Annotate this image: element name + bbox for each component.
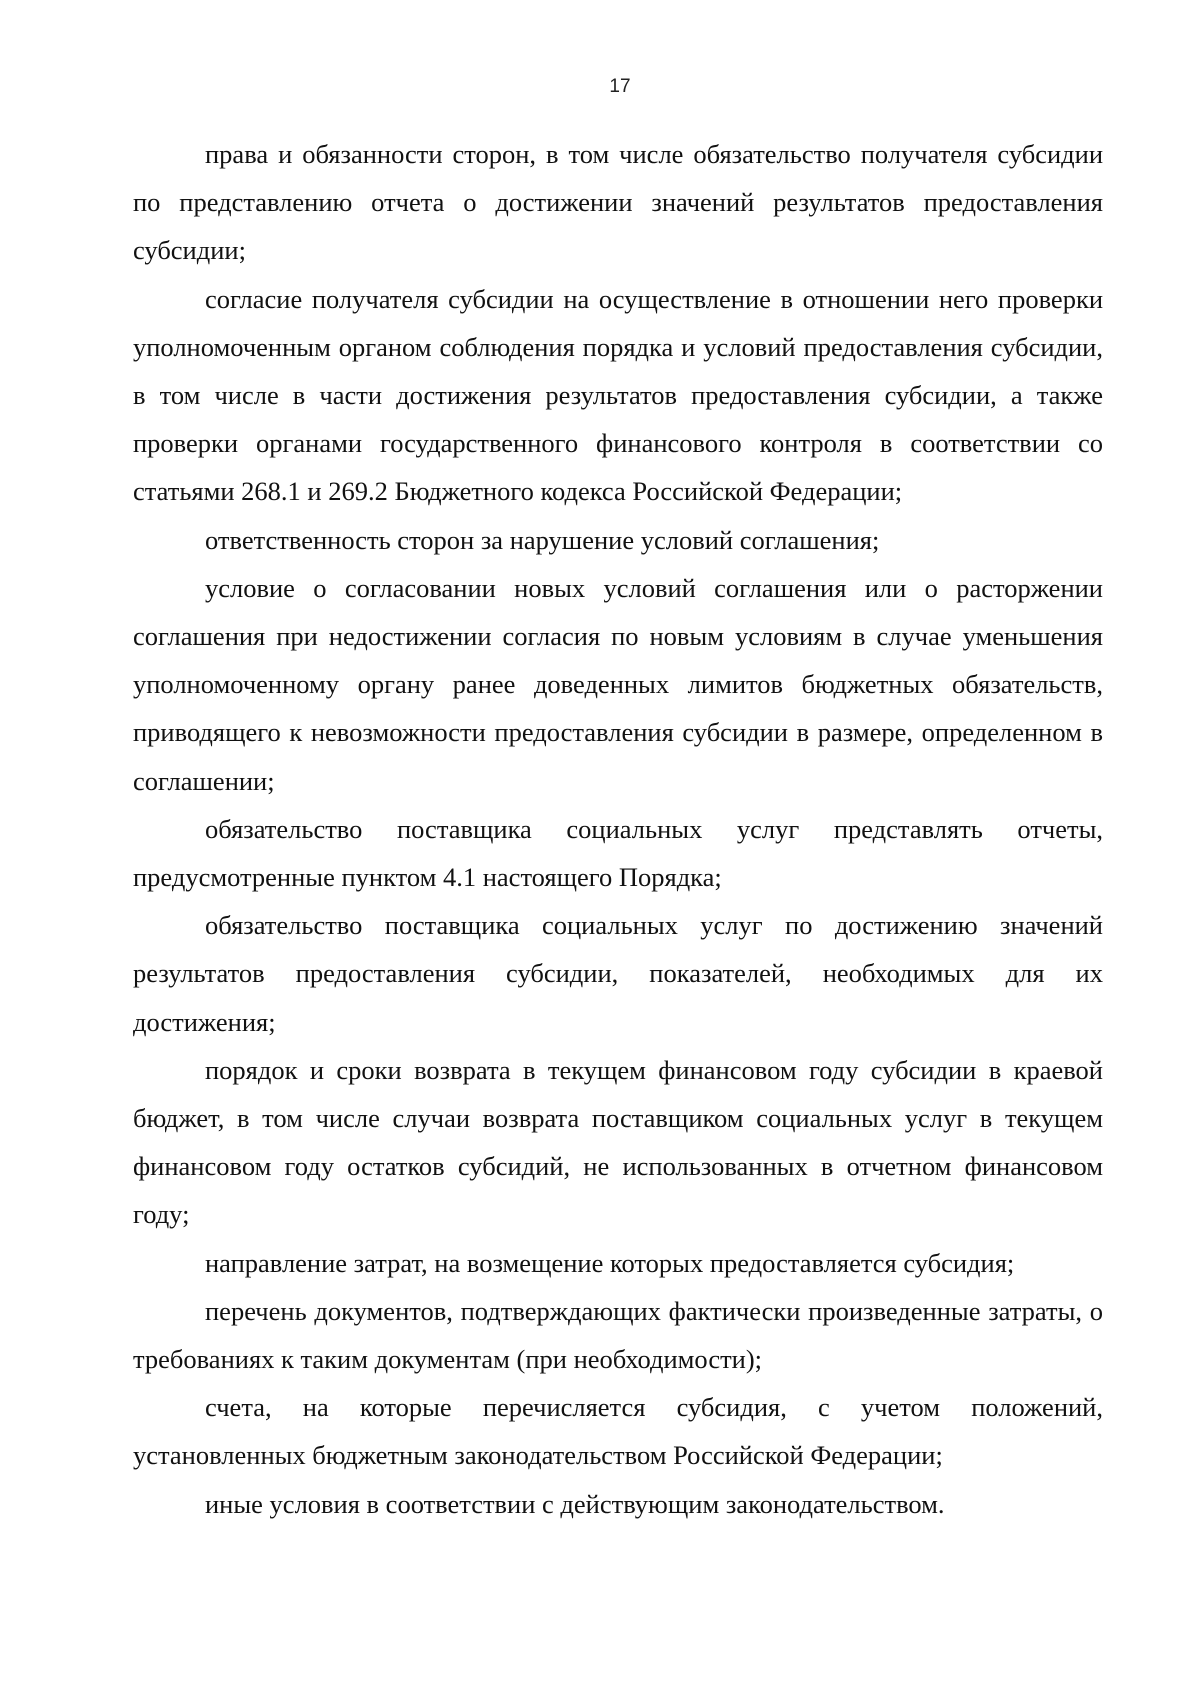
paragraph-results-obligation: обязательство поставщика социальных услуг по достижению значений результатов предоставления субсидии, показателей, необходимых для их достижения; xyxy=(133,910,1103,1037)
paragraph-cost-direction: направление затрат, на возмещение которых предоставляется субсидия; xyxy=(205,1247,1015,1278)
document-body xyxy=(133,130,1103,1528)
paragraph-supporting-documents: перечень документов, подтверждающих фактически произведенные затраты, о требованиях к таким документам (при необходимости); xyxy=(133,1295,1103,1375)
paragraph-rights-obligations: права и обязанности сторон, в том числе обязательство получателя субсидии по представлению отчета о достижении значений результатов предоставления субсидии; xyxy=(133,139,1103,266)
page-number: 17 xyxy=(609,76,631,97)
paragraph-reporting-obligation: обязательство поставщика социальных услуг представлять отчеты, предусмотренные пунктом 4.1 настоящего Порядка; xyxy=(133,813,1103,893)
paragraph-other-conditions: иные условия в соответствии с действующим законодательством. xyxy=(205,1488,945,1519)
paragraph-refund-procedure: порядок и сроки возврата в текущем финансовом году субсидии в краевой бюджет, в том числе случаи возврата поставщиком социальных услуг в текущем финансовом году остатков субсидий, не использованных в отчетном финансовом году; xyxy=(133,1054,1103,1230)
paragraph-liability: ответственность сторон за нарушение условий соглашения; xyxy=(205,524,880,555)
paragraph-new-conditions: условие о согласовании новых условий соглашения или о расторжении соглашения при недостижении согласия по новым условиям в случае уменьшения уполномоченному органу ранее доведенных лимитов бюджетных обязательств, приводящего к невозможности предоставления субсидии в размере, определенном в соглашении; xyxy=(133,572,1103,796)
paragraph-consent-inspection: согласие получателя субсидии на осуществление в отношении него проверки уполномоченным органом соблюдения порядка и условий предоставления субсидии, в том числе в части достижения результатов предоставления субсидии, а также проверки органами государственного финансового контроля в соответствии со статьями 268.1 и 269.2 Бюджетного кодекса Российской Федерации; xyxy=(133,283,1103,507)
paragraph-accounts: счета, на которые перечисляется субсидия, с учетом положений, установленных бюджетным законодательством Российской Федерации; xyxy=(133,1392,1103,1471)
